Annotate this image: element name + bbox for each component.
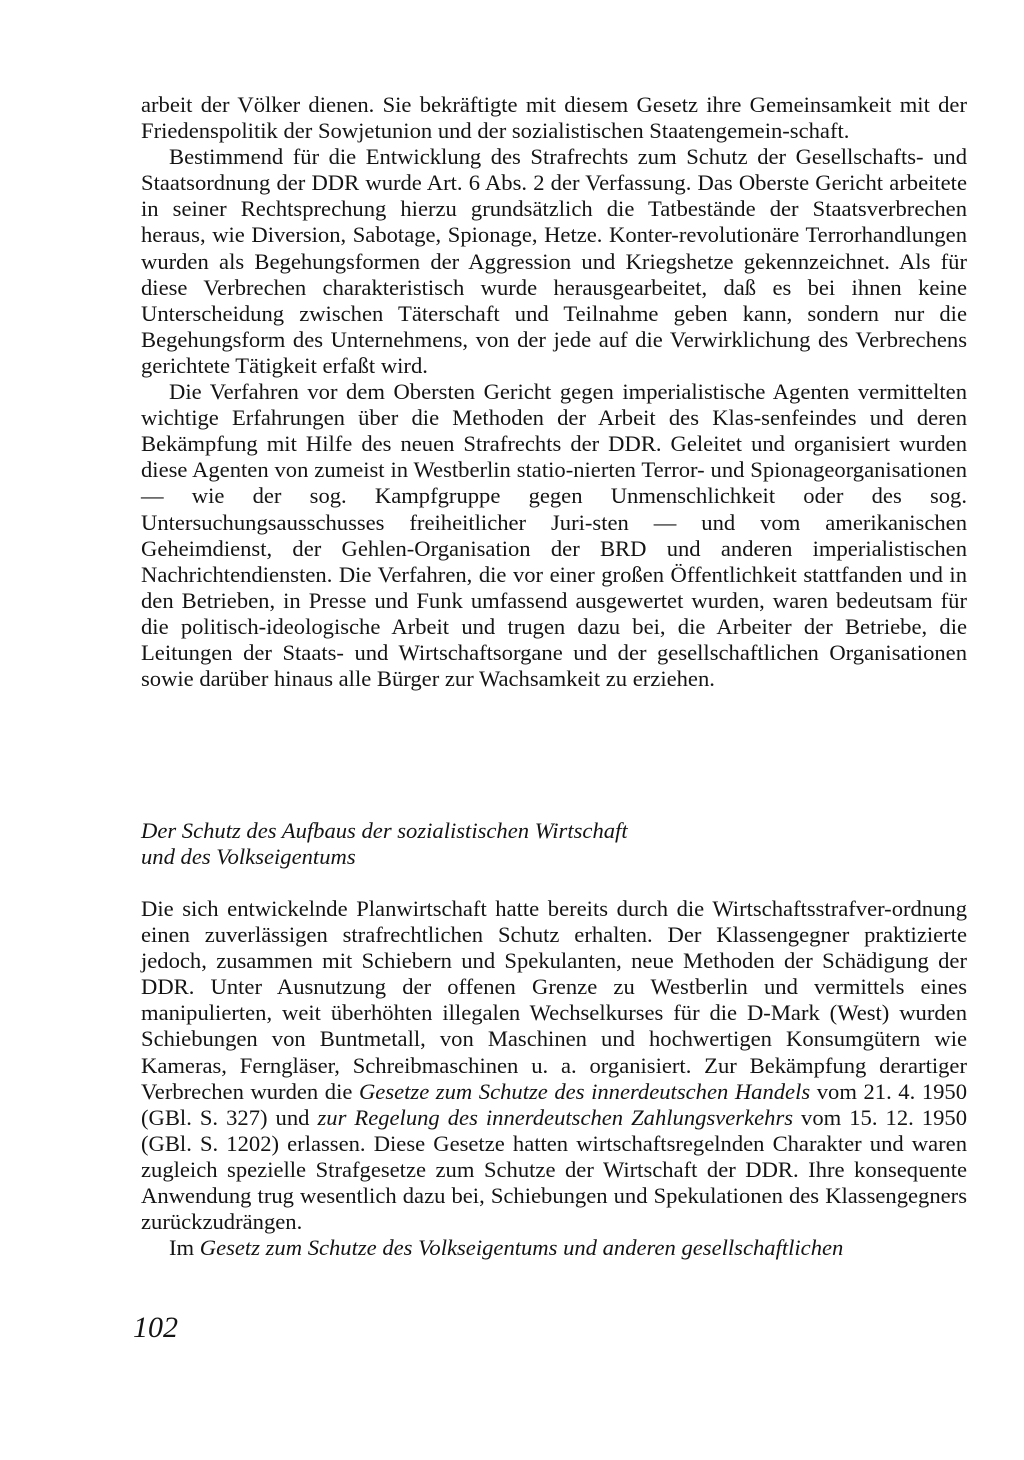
law-title-volkseigentum: Gesetz zum Schutze des Volkseigentums und anderen gesellschaftlichen: [199, 1235, 844, 1261]
section-heading-line-1: Der Schutz des Aufbaus der sozialistischen Wirtschaft: [141, 818, 628, 843]
paragraph-5: [141, 1235, 967, 1261]
paragraph-3: Die Verfahren vor dem Obersten Gericht gegen imperialistische Agenten vermittelten wichtige Erfahrungen über die Methoden der Arbeit des Klas-senfeindes und deren Bekämpfung mit Hilfe des neuen Strafrechts der DDR. Geleitet und organisiert wurden diese Agenten von zumeist in Westberlin statio-nierten Terror- und Spionageorganisationen — wie der sog. Kampfgruppe gegen Unmenschlichkeit oder des sog. Untersuchungsausschusses freiheitlicher Juri-sten — und vom amerikanischen Geheimdienst, der Gehlen-Organisation der BRD und anderen imperialistischen Nachrichtendiensten. Die Verfahren, die vor einer großen Öffentlichkeit stattfanden und in den Betrieben, in Presse und Funk umfassend ausgewertet wurden, waren bedeutsam für die politisch-ideologische Arbeit und trugen dazu bei, die Arbeiter der Betriebe, die Leitungen der Staats- und Wirtschaftsorgane und der gesellschaftlichen Organisationen sowie darüber hinaus alle Bürger zur Wachsamkeit zu erziehen.: [141, 379, 967, 692]
paragraph-4: [141, 896, 967, 1235]
law-title-handel: Gesetze zum Schutze des innerdeutschen Handels: [358, 1078, 811, 1104]
paragraph-4-text-2: vom 21. 4. 1950 (GBl. S. 327) und: [141, 1078, 968, 1130]
page-number: 102: [133, 1311, 178, 1344]
section-heading-line-2: und des Volkseigentums: [141, 844, 356, 870]
paragraph-5-text-1: Im: [169, 1235, 200, 1261]
paragraph-4-text-3: vom 15. 12. 1950 (GBl. S. 1202) erlassen. Diese Gesetze hatten wirtschaftsregelnden Charakter und waren zugleich spezielle Strafgesetze zum Schutze der Wirtschaft der DDR. Ihre konsequente Anwendung trug wesentlich dazu bei, Schiebungen und Spekulationen des Klassengegners zurückzudrängen.: [141, 1104, 967, 1235]
paragraph-4-text-1: Die sich entwickelnde Planwirtschaft hatte bereits durch die Wirtschaftsstrafver-ordnung einen zuverlässigen strafrechtlichen Schutz erhalten. Der Klassengegner praktizierte jedoch, zusammen mit Schiebern und Spekulanten, neue Methoden der Schädigung der DDR. Unter Ausnutzung der offenen Grenze zu Westberlin und vermittels eines manipulierten, weit überhöhten illegalen Wechselkurses für die D-Mark (West) wurden Schiebungen von Buntmetall, von Maschinen und hochwertigen Konsumgütern wie Kameras, Ferngläser, Schreibmaschinen u. a. organisiert. Zur Bekämpfung derartiger Verbrechen wurden die: [141, 896, 967, 1104]
paragraph-2: Bestimmend für die Entwicklung des Strafrechts zum Schutz der Gesellschafts- und Staatsordnung der DDR wurde Art. 6 Abs. 2 der Verfassung. Das Oberste Gericht arbeitete in seiner Rechtsprechung hierzu grundsätzlich die Tatbestände der Staatsverbrechen heraus, wie Diversion, Sabotage, Spionage, Hetze. Konter-revolutionäre Terrorhandlungen wurden als Begehungsformen der Aggression und Kriegshetze gekennzeichnet. Als für diese Verbrechen charakteristisch wurde herausgearbeitet, daß es bei ihnen keine Unterscheidung zwischen Täterschaft und Teilnahme geben kann, sondern nur die Begehungsform des Unternehmens, von der jede auf die Verwirklichung des Verbrechens gerichtete Tätigkeit erfaßt wird.: [141, 144, 967, 378]
law-title-zahlungsverkehr: zur Regelung des innerdeutschen Zahlungsverkehrs: [317, 1104, 794, 1130]
body-text-top: [141, 92, 967, 692]
section-heading: [141, 818, 967, 870]
paragraph-1: arbeit der Völker dienen. Sie bekräftigte mit diesem Gesetz ihre Gemeinsamkeit mit der Friedenspolitik der Sowjetunion und der sozialistischen Staatengemein-schaft.: [141, 92, 967, 144]
body-text-bottom: [141, 896, 967, 1261]
